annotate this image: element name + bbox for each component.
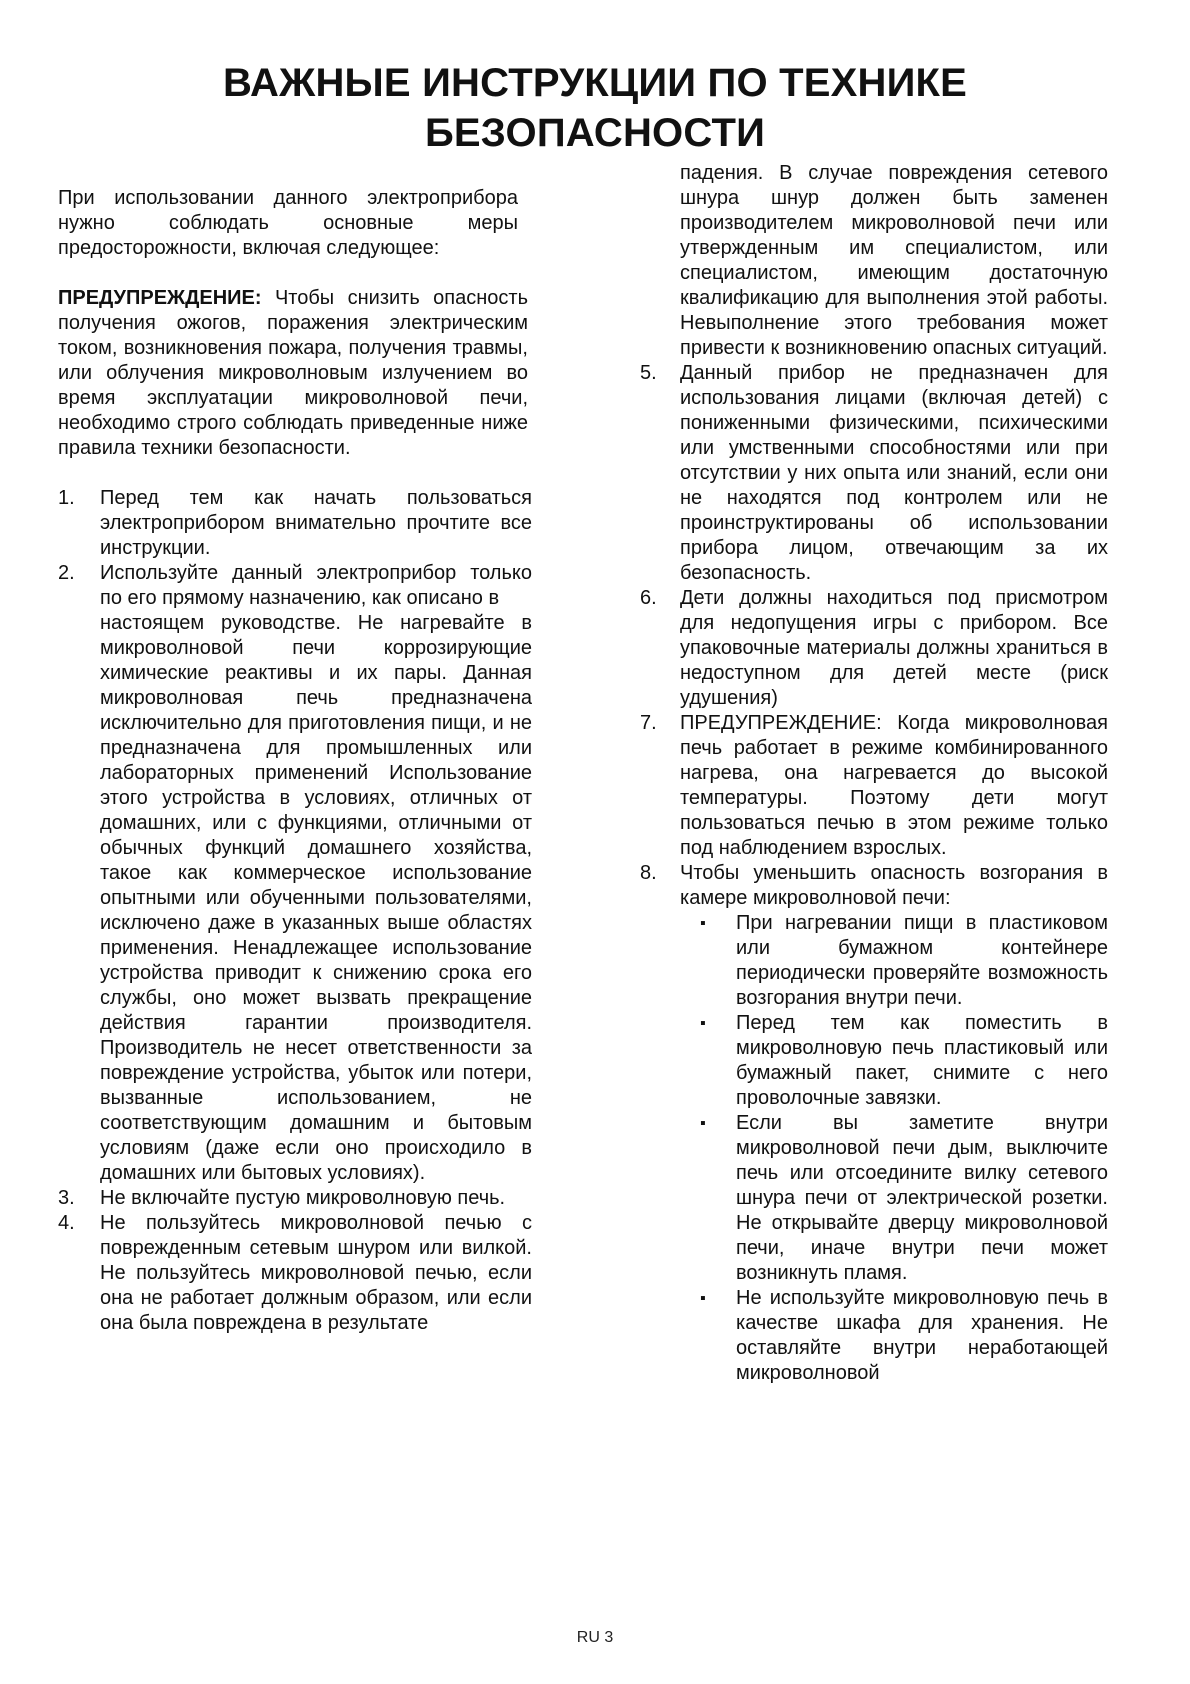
list-item-continuation [58, 611, 532, 1186]
bullet-text: Перед тем как поместить в микроволновую печь пластиковый или бумажный пакет, снимите с него проволочные завязки. [736, 1012, 1108, 1109]
title-line-1: ВАЖНЫЕ ИНСТРУКЦИИ ПО ТЕХНИКЕ [222, 61, 968, 105]
item-4-continuation [640, 161, 1108, 361]
continuation-text: падения. В случае повреждения сетевого шнура шнур должен быть заменен производителем микроволновой печи или утвержденным им специалистом, или специалистом, имеющим достаточную квалификацию для выполнения этой работы. Невыполнение этого требования может привести к возникновению опасных ситуаций. [680, 162, 1108, 359]
item-text: Дети должны находиться под присмотром для недопущения игры с прибором. Все упаковочные материалы должны храниться в недоступном для детей месте (риск удушения) [680, 587, 1108, 709]
intro-paragraph: При использовании данного электроприбора нужно соблюдать основные меры предосторожности, включая следующее: [58, 187, 518, 259]
item-number: 4. [58, 1212, 75, 1234]
bullet-text: При нагревании пищи в пластиковом или бумажном контейнере периодически проверяйте возможность возгорания внутри печи. [736, 912, 1108, 1009]
bullet-item [680, 1011, 1108, 1111]
bullet-list [680, 911, 1108, 1386]
warning-paragraph [58, 286, 528, 461]
bullet-icon: ▪ [700, 915, 706, 932]
item-number: 5. [640, 362, 657, 384]
item-text: настоящем руководстве. Не нагревайте в микроволновой печи коррозирующие химические реактивы и их пары. Данная микроволновая печь предназначена исключительно для приготовления пищи, и не предназначена для промышленных или лабораторных применений Использование этого устройства в условиях, отличных от домашних, или с функциями, отличными от обычных функций домашнего хозяйства, такое как коммерческое использование опытными или обученными пользователями, исключено даже в указанных выше областях применения. Ненадлежащее использование устройства приводит к снижению срока его службы, оно может вызвать прекращение действия гарантии производителя. Производитель не несет ответственности за повреждение устройства, убыток или потери, вызванные использованием, не соответствующим домашним и бытовым условиям (даже если оно происходило в домашних или бытовых условиях). [100, 612, 532, 1184]
bullet-item [680, 1111, 1108, 1286]
bullet-icon: ▪ [700, 1015, 706, 1032]
bullet-text: Не используйте микроволновую печь в качестве шкафа для хранения. Не оставляйте внутри неработающей микроволновой [736, 1287, 1108, 1384]
list-item [640, 861, 1108, 1386]
bullet-icon: ▪ [700, 1290, 706, 1307]
list-item [58, 486, 532, 561]
item-number: 3. [58, 1187, 75, 1209]
list-item [58, 1186, 532, 1211]
title-line-2: БЕЗОПАСНОСТИ [424, 111, 766, 155]
bullet-text: Если вы заметите внутри микроволновой печи дым, выключите печь или отсоедините вилку сетевого шнура печи от электрической розетки. Не открывайте дверцу микроволновой печи, иначе внутри печи может возникнуть пламя. [736, 1112, 1108, 1284]
page-number: RU 3 [576, 1629, 614, 1646]
item-text: ПРЕДУПРЕЖДЕНИЕ: Когда микроволновая печь работает в режиме комбинированного нагрева, она нагревается до высокой температуры. Поэтому дети могут пользоваться печью в этом режиме только под наблюдением взрослых. [680, 712, 1108, 859]
instruction-list-right [640, 361, 1108, 1386]
right-column [640, 161, 1108, 1386]
bullet-item [680, 1286, 1108, 1386]
item-number: 8. [640, 862, 657, 884]
item-number: 7. [640, 712, 657, 734]
item-number: 1. [58, 487, 75, 509]
bullet-icon: ▪ [700, 1115, 706, 1132]
list-item [640, 361, 1108, 586]
bullet-item [680, 911, 1108, 1011]
item-text: Используйте данный электроприбор только по его прямому назначению, как описано в [100, 562, 532, 609]
item-number: 6. [640, 587, 657, 609]
item-text: Чтобы уменьшить опасность возгорания в камере микроволновой печи: [680, 862, 1108, 909]
left-column [58, 186, 532, 1336]
item-text: Перед тем как начать пользоваться электроприбором внимательно прочтите все инструкции. [100, 487, 532, 559]
list-item [58, 1211, 532, 1336]
list-item [58, 561, 532, 611]
instruction-list-left [58, 486, 532, 1336]
warning-label: ПРЕДУПРЕЖДЕНИЕ: [58, 287, 262, 309]
item-text: Данный прибор не предназначен для использования лицами (включая детей) с пониженными физическими, психическими или умственными способностями или при отсутствии у них опыта или знаний, если они не находятся под контролем или не проинструктированы об использовании прибора лицом, отвечающим за их безопасность. [680, 362, 1108, 584]
item-number: 2. [58, 562, 75, 584]
page-title [0, 58, 1190, 158]
list-item [640, 586, 1108, 711]
item-text: Не включайте пустую микроволновую печь. [100, 1187, 506, 1209]
warning-text: Чтобы снизить опасность получения ожогов, поражения электрическим током, возникновения пожара, получения травмы, или облучения микроволновым излучением во время эксплуатации микроволновой печи, необходимо строго соблюдать приведенные ниже правила техники безопасности. [58, 287, 528, 459]
item-text: Не пользуйтесь микроволновой печью с поврежденным сетевым шнуром или вилкой. Не пользуйтесь микроволновой печью, если она не работает должным образом, или если она была повреждена в результате [100, 1212, 532, 1334]
list-item [640, 711, 1108, 861]
